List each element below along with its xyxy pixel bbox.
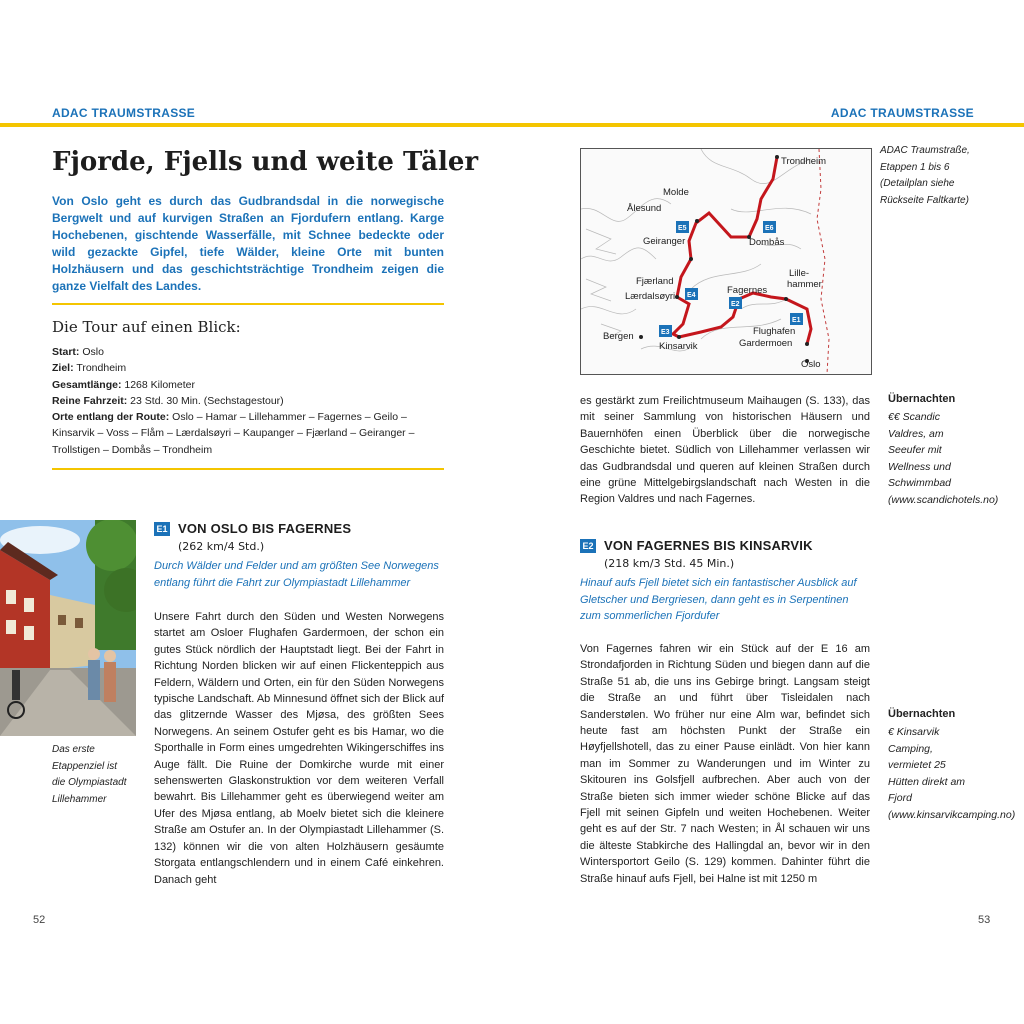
divider <box>52 468 444 470</box>
glance-title: Die Tour auf einen Blick: <box>52 318 241 336</box>
page-title: Fjorde, Fjells und weite Täler <box>52 147 479 177</box>
stage-title-e2: VON FAGERNES BIS KINSARVIK <box>604 538 813 553</box>
map-label-laerdalsoyri: Lærdalsøyri <box>625 291 676 302</box>
stage-body-e2: Von Fagernes fahren wir ein Stück auf der E 16 am Strondafjorden in Richtung Süden und biegen dann auf die Straße 51 ab, die uns ins Gebirge bringt. Langsam steigt die Straße an und führt über Tisleidalen nach Sanderstølen. Wo früher nur eine Alm war, befindet sich heute fast am höchsten Punkt der Straße ein Høyfjellshotell, das zu einer Pause einlädt. Von hier kann man im Sommer zu Wanderungen und im Winter zu Skitouren ins Golsfjell aufbrechen. Aber auch von der Straße bieten sich immer wieder schöne Blicke auf das Fjell mit seinen Gipfeln und weiten Hochebenen. Weiter geht es auf der Str. 7 nach Westen; in Ål schauen wir uns die älteste Stabkirche des Hallingdal an, bevor wir in den Wintersportort Geilo (S. 129) kommen. Dahinter führt die Straße hinauf aufs Fjell, bei Halne ist mit 1250 m <box>580 643 870 885</box>
svg-text:E4: E4 <box>687 292 696 299</box>
map-badge-e3 <box>659 325 672 337</box>
lillehammer-photo <box>0 520 136 736</box>
stage-distance-e1: (262 km/4 Std.) <box>178 540 265 553</box>
map-label-kinsarvik: Kinsarvik <box>659 341 698 352</box>
map-label-flughafen: Flughafen <box>753 326 796 337</box>
stage-badge-e1: E1 <box>154 522 170 536</box>
running-header-left: ADAC TRAUMSTRASSE <box>52 106 196 120</box>
map-badge-e5 <box>676 221 689 233</box>
sidebar-text-overnight-2: € Kinsarvik Camping, vermietet 25 Hütten direkt am Fjord (www.kinsarvikcamping.no) <box>888 726 1016 821</box>
sidebar-heading-overnight-2: Übernachten <box>888 708 956 720</box>
stage-title-e1: VON OSLO BIS FAGERNES <box>178 521 352 536</box>
header-rule <box>0 123 1024 127</box>
map-label-lillehammer-2: hammer <box>787 279 822 290</box>
map-badge-e4 <box>685 288 698 300</box>
stage-body-e1: Unsere Fahrt durch den Süden und Westen Norwegens startet am Osloer Flughafen Gardermoen, der schon ein gutes Stück nördlich der Hauptstadt liegt. Bei der Fahrt in Richtung Norden blicken wir auf einen Flickenteppich aus Feldern, Wäldern und Orten, ein für den Süden Norwegens typische Landschaft. Ab Minnesund öffnet sich der Blick auf das glitzernde Wasser des Mjøsa, des größten Sees Norwegens. An seinem Ostufer geht es bis Hamar, wo die Sporthalle in Form eines umgedrehten Wikingerschiffes ins Auge fällt. Die Ruine der Domkirche wurde mit einer sehenswerten Glaskonstruktion vor dem weiteren Verfall bewahrt. Bis Lillehammer geht es überwiegend weiter am Ufer des Mjøsa entlang, ab Moelv bietet sich die kleinere Straße am Ostufer an. In der Olympiastadt Lillehammer (S. 132) können wir die von alten Holzhäusern gesäumte Storgata entlangschlendern und in einem Café einkehren. Danach geht <box>154 611 444 886</box>
sidebar-text-overnight-1: €€ Scandic Valdres, am Seeufer mit Wellness und Schwimmbad (www.scandichotels.no) <box>888 411 999 506</box>
page-number-left: 52 <box>33 914 46 926</box>
route-map <box>580 148 872 375</box>
map-label-dombas: Dombås <box>749 237 785 248</box>
stage-lead-e2: Hinauf aufs Fjell bietet sich ein fantastischer Ausblick auf Gletscher und Bergriesen, dann geht es in Serpentinen zum sommerlichen Fjordufer <box>580 577 857 622</box>
fact-start: Start: Oslo <box>52 346 104 358</box>
fact-drivetime: Reine Fahrzeit: 23 Std. 30 Min. (Sechstagestour) <box>52 394 284 407</box>
fact-length: Gesamtlänge: 1268 Kilometer <box>52 378 195 391</box>
stage-badge-e2: E2 <box>580 539 596 553</box>
running-header-right: ADAC TRAUMSTRASSE <box>830 106 974 120</box>
svg-text:E3: E3 <box>661 329 670 336</box>
sidebar-heading-overnight-1: Übernachten <box>888 393 956 405</box>
page-number-right: 53 <box>978 914 991 926</box>
fact-goal: Ziel: Trondheim <box>52 362 127 375</box>
map-label-gardermoen: Gardermoen <box>739 338 793 349</box>
divider <box>52 303 444 305</box>
photo-caption: Das erste Etappenziel ist die Olympiastadt Lillehammer <box>52 744 127 805</box>
map-caption: ADAC Traumstraße, Etappen 1 bis 6 (Detailplan siehe Rückseite Faltkarte) <box>880 145 970 206</box>
intro-text: Von Oslo geht es durch das Gudbrandsdal in die norwegische Bergwelt und auf kurvigen Straßen an Fjordufern entlang. Karge Hochebenen, gischtende Wasserfälle, mit Schnee bedeckte oder wild gezackte Gipfel, tiefe Wälder, kleine Orte mit bunten Holzhäusern und das geschichtsträchtige Trondheim zeigen die ganze Vielfalt des Landes. <box>52 194 444 293</box>
stage-distance-e2: (218 km/3 Std. 45 Min.) <box>604 557 735 570</box>
map-label-trondheim: Trondheim <box>781 156 827 167</box>
map-label-molde: Molde <box>663 187 689 198</box>
map-label-bergen: Bergen <box>603 331 634 342</box>
continued-text: es gestärkt zum Freilichtmuseum Maihaugen (S. 133), das mit seiner Sammlung von historischen Häusern und Bauernhöfen einen Überblick über die norwegische Geschichte bietet. Südlich von Lillehammer verlassen wir das Gudbrandsdal und queren auf kleinen Straßen durch eine grüne Mittelgebirgslandschaft nach Westen in die Region Valdres und nach Fagernes. <box>580 395 870 506</box>
map-badge-e1 <box>790 313 803 325</box>
stage-lead-e1: Durch Wälder und Felder und am größten See Norwegens entlang führt die Fahrt zur Olympiastadt Lillehammer <box>154 560 439 589</box>
map-badge-e2 <box>729 297 742 309</box>
map-label-oslo: Oslo <box>801 359 821 370</box>
map-label-alesund: Ålesund <box>627 203 662 214</box>
map-badge-e6 <box>763 221 776 233</box>
fact-places: Orte entlang der Route: Oslo – Hamar – Lillehammer – Fagernes – Geilo – Kinsarvik – Voss – Flåm – Lærdalsøyri – Kaupanger – Fjærland – Geiranger – Trollstigen – Dombås – Trondheim <box>52 411 415 456</box>
svg-text:E1: E1 <box>792 317 801 324</box>
svg-text:E2: E2 <box>731 301 740 308</box>
map-label-geiranger: Geiranger <box>643 236 686 247</box>
map-label-lillehammer-1: Lille- <box>789 268 810 279</box>
map-label-fagernes: Fagernes <box>727 285 768 296</box>
svg-text:E6: E6 <box>765 225 774 232</box>
tour-facts <box>52 344 444 458</box>
svg-text:E5: E5 <box>678 225 687 232</box>
map-label-fjaerland: Fjærland <box>636 276 674 287</box>
